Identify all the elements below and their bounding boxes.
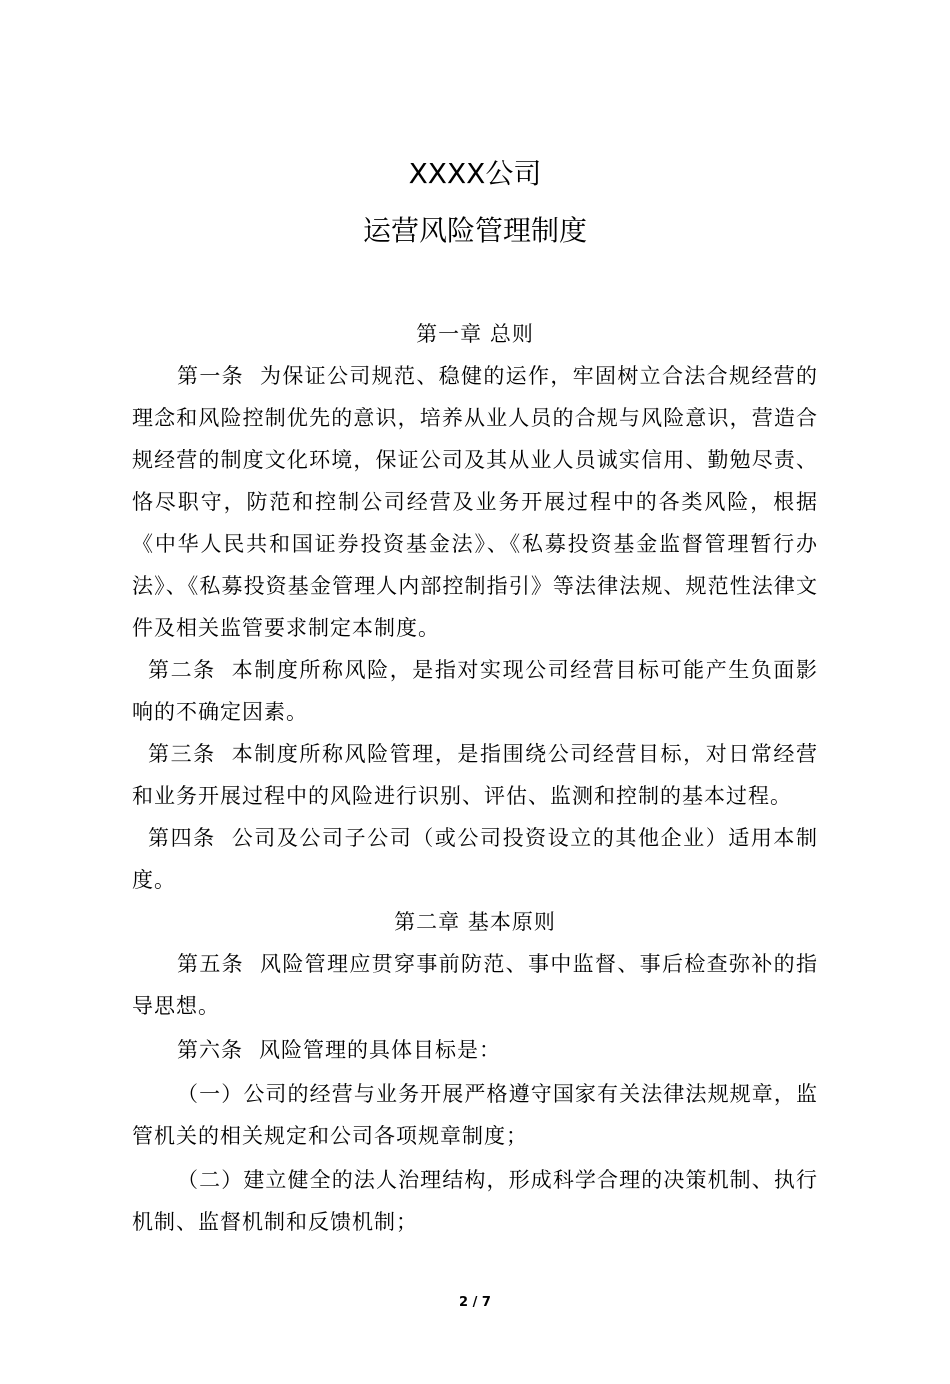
article-1: [132, 355, 818, 649]
article-2-label: 第二条: [148, 658, 216, 682]
list-item-1: （一）公司的经营与业务开展严格遵守国家有关法律法规规章，监管机关的相关规定和公司各项规章制度；: [132, 1082, 818, 1148]
article-2-text: 本制度所称风险，是指对实现公司经营目标可能产生负面影响的不确定因素。: [132, 658, 819, 724]
article-5-label: 第五条: [177, 952, 244, 976]
chapter-2-heading: 第二章 基本原则: [394, 910, 556, 934]
article-6: [132, 1029, 818, 1071]
article-4-label: 第四条: [148, 826, 216, 850]
company-title: XXXX公司: [408, 157, 542, 190]
article-3-text: 本制度所称风险管理，是指围绕公司经营目标，对日常经营和业务开展过程中的风险进行识别、评估、监测和控制的基本过程。: [132, 742, 819, 808]
article-3-label: 第三条: [148, 742, 216, 766]
chapter-1-heading: 第一章 总则: [416, 322, 534, 346]
list-item-2: （二）建立健全的法人治理结构，形成科学合理的决策机制、执行机制、监督机制和反馈机制；: [132, 1168, 818, 1234]
article-1-text: 为保证公司规范、稳健的运作，牢固树立合法合规经营的理念和风险控制优先的意识，培养从业人员的合规与风险意识，营造合规经营的制度文化环境，保证公司及其从业人员诚实信用、勤勉尽责、恪尽职守，防范和控制公司经营及业务开展过程中的各类风险，根据《中华人民共和国证券投资基金法》、《私募投资基金监督管理暂行办法》、《私募投资基金管理人内部控制指引》等法律法规、规范性法律文件及相关监管要求制定本制度。: [132, 364, 818, 640]
article-1-label: 第一条: [177, 364, 244, 388]
document-title: 运营风险管理制度: [362, 214, 587, 247]
article-4: [132, 817, 818, 901]
article-3: [132, 733, 818, 817]
article-4-text: 公司及公司子公司（或公司投资设立的其他企业）适用本制度。: [132, 826, 819, 892]
article-6-label: 第六条: [177, 1038, 243, 1062]
article-5: [132, 943, 818, 1027]
page-indicator: 2 / 7: [459, 1295, 491, 1310]
article-6-text: 风险管理的具体目标是：: [259, 1038, 501, 1062]
article-2: [132, 649, 818, 733]
document-body: [132, 313, 818, 1243]
article-5-text: 风险管理应贯穿事前防范、事中监督、事后检查弥补的指导思想。: [132, 952, 818, 1018]
